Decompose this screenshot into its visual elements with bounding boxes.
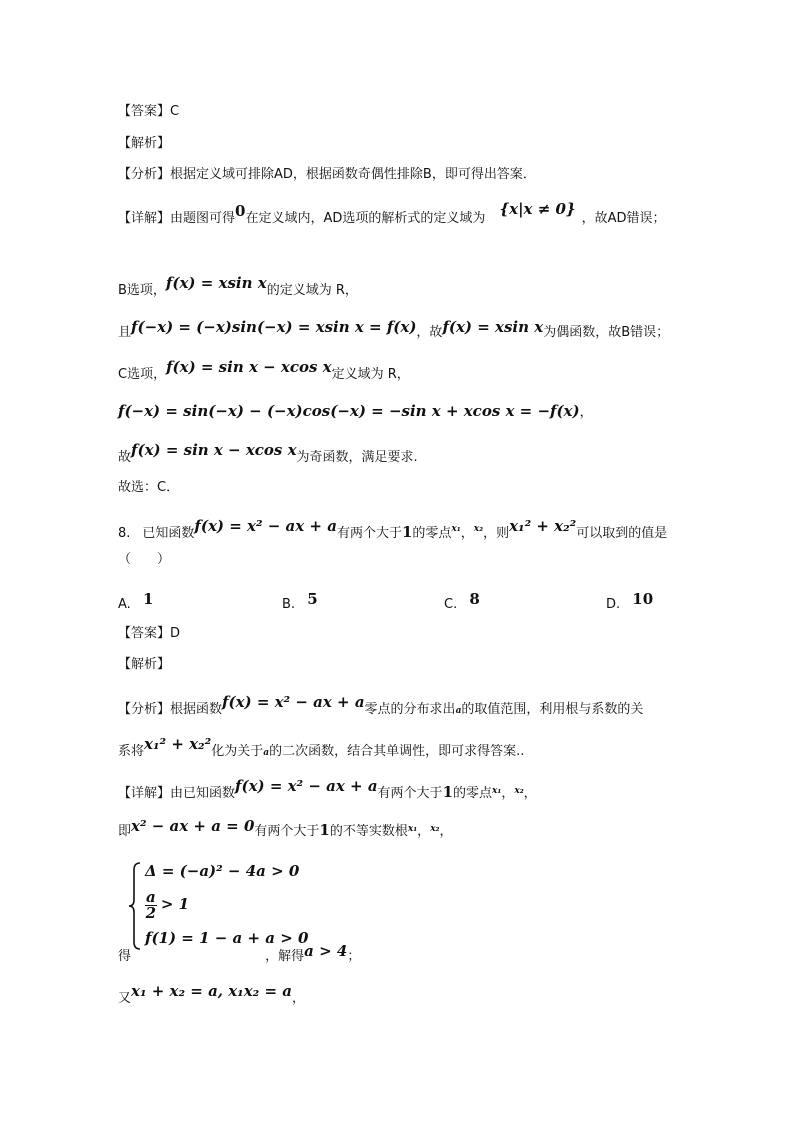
equation-line-8 bbox=[118, 817, 453, 842]
detail8-comma: ， bbox=[501, 786, 515, 801]
fenxi-suffix: 的取值范围，利用根与系数的关 bbox=[461, 702, 644, 717]
analysis-line-8b bbox=[118, 735, 525, 762]
c-prefix: C选项， bbox=[118, 367, 167, 382]
math-eq-one: 1 bbox=[319, 821, 330, 839]
option-b-value: 5 bbox=[307, 590, 318, 608]
vieta-suffix: ， bbox=[292, 991, 306, 1006]
math-detail8-one: 1 bbox=[442, 783, 453, 801]
system-row-1: Δ = (−a)² − 4a > 0 bbox=[145, 862, 300, 880]
option-a bbox=[118, 590, 154, 612]
math-x2: x₂ bbox=[473, 524, 484, 534]
stem-comma: ， bbox=[460, 526, 474, 541]
system-row-2-rest: > 1 bbox=[160, 895, 190, 913]
fenxi2-mid: 化为关于 bbox=[211, 744, 264, 759]
system-brace bbox=[128, 862, 142, 950]
stem-mid2: 的零点 bbox=[412, 526, 452, 541]
math-c3-formula: f(x) = sin x − xcos x bbox=[131, 441, 297, 459]
math-eq-x1: x₁ bbox=[407, 824, 418, 834]
detail-line-8 bbox=[118, 777, 537, 804]
b-prefix: B选项， bbox=[118, 283, 166, 298]
option-c-value: 8 bbox=[469, 590, 480, 608]
option-b-parity-line bbox=[118, 318, 670, 342]
sys-mid: ，解得 bbox=[265, 949, 305, 964]
math-c-formula: f(x) = sin x − xcos x bbox=[166, 358, 332, 376]
question-8-stem bbox=[118, 517, 668, 544]
math-domain-set: {x|x ≠ 0} bbox=[499, 200, 576, 218]
math-sys-result: a > 4 bbox=[304, 942, 348, 960]
detail8-mid2: 的零点 bbox=[453, 786, 493, 801]
stem-prefix: 已知函数 bbox=[142, 526, 195, 541]
stem-suffix: 可以取到的值是 bbox=[576, 526, 668, 541]
option-c-label: C. bbox=[444, 597, 458, 612]
b2-suffix: 为偶函数，故B错误； bbox=[543, 325, 670, 340]
eq-suffix: ， bbox=[439, 824, 453, 839]
analysis-heading: 【解析】 bbox=[118, 136, 171, 151]
option-b-label: B. bbox=[282, 597, 296, 612]
fenxi-mid: 零点的分布求出 bbox=[364, 702, 456, 717]
c-suffix: 定义域为 R， bbox=[331, 367, 410, 382]
detail-prefix: 【详解】由题图可得 bbox=[118, 211, 236, 226]
math-c2-formula: f(−x) = sin(−x) − (−x)cos(−x) = −sin x + xcos x = −f(x) bbox=[118, 402, 580, 420]
analysis-heading-8: 【解析】 bbox=[118, 657, 171, 672]
math-zero: 0 bbox=[235, 202, 246, 220]
option-a-label: A. bbox=[118, 597, 131, 612]
math-stem-expr: x₁² + x₂² bbox=[509, 517, 577, 535]
detail8-suffix: ， bbox=[523, 786, 537, 801]
math-stem-one: 1 bbox=[401, 523, 413, 541]
c3-prefix: 故 bbox=[118, 450, 132, 465]
b2-prefix: 且 bbox=[118, 325, 132, 340]
option-a-value: 1 bbox=[142, 590, 154, 608]
option-b-line bbox=[118, 274, 358, 300]
math-fenxi-formula: f(x) = x² − ax + a bbox=[222, 693, 365, 711]
detail-suffix: ，故AD错误； bbox=[581, 211, 666, 226]
eq-comma: ， bbox=[417, 824, 431, 839]
analysis-line-8 bbox=[118, 693, 644, 720]
math-detail8-x2: x₂ bbox=[514, 786, 524, 796]
vieta-prefix: 又 bbox=[118, 991, 132, 1006]
fenxi2-prefix: 系将 bbox=[118, 744, 145, 759]
answer-line: 【答案】C bbox=[118, 104, 180, 119]
detail8-mid: 有两个大于 bbox=[377, 786, 443, 801]
option-b bbox=[282, 590, 318, 612]
vieta-line bbox=[118, 982, 306, 1008]
system-row-2 bbox=[145, 890, 189, 921]
option-d-label: D. bbox=[606, 597, 621, 612]
math-eq-x2: x₂ bbox=[430, 824, 440, 834]
option-c-conclusion-line bbox=[118, 441, 418, 467]
answer-line-8: 【答案】D bbox=[118, 626, 181, 641]
eq-mid: 有两个大于 bbox=[254, 824, 320, 839]
math-b2-formula: f(−x) = (−x)sin(−x) = xsin x = f(x) bbox=[131, 318, 417, 336]
detail-line bbox=[118, 200, 666, 228]
question-number: 8. bbox=[118, 526, 131, 541]
fenxi-prefix: 【分析】根据函数 bbox=[118, 702, 223, 717]
math-fenxi2-expr: x₁² + x₂² bbox=[144, 735, 212, 753]
math-detail8-formula: f(x) = x² − ax + a bbox=[235, 777, 378, 795]
b2-mid: ，故 bbox=[416, 325, 443, 340]
eq-mid2: 的不等实数根 bbox=[329, 824, 408, 839]
detail8-prefix: 【详解】由已知函数 bbox=[118, 786, 236, 801]
stem-mid3: ，则 bbox=[483, 526, 510, 541]
system-row-3: f(1) = 1 − a + a > 0 bbox=[145, 929, 309, 947]
stem-mid: 有两个大于 bbox=[336, 526, 402, 541]
option-c-parity-line bbox=[118, 402, 593, 422]
option-c bbox=[444, 590, 480, 612]
c3-suffix: 为奇函数，满足要求. bbox=[296, 450, 418, 465]
math-eq-formula: x² − ax + a = 0 bbox=[131, 817, 255, 835]
math-fenxi-a: a bbox=[455, 706, 462, 716]
option-d bbox=[606, 590, 654, 612]
fenxi2-suffix: 的二次函数，结合其单调性，即可求得答案.. bbox=[269, 744, 525, 759]
fraction-numerator: a bbox=[146, 888, 156, 906]
math-fenxi2-a: a bbox=[263, 748, 270, 758]
math-b-formula: f(x) = xsin x bbox=[165, 274, 267, 292]
math-fraction bbox=[145, 890, 157, 921]
math-stem-formula: f(x) = x² − ax + a bbox=[194, 517, 337, 535]
analysis-line: 【分析】根据定义域可排除AD，根据函数奇偶性排除B，即可得出答案． bbox=[118, 167, 536, 182]
math-x1: x₁ bbox=[451, 524, 461, 534]
detail-mid: 在定义域内，AD选项的解析式的定义域为 bbox=[245, 211, 486, 226]
math-vieta-formula: x₁ + x₂ = a, x₁x₂ = a bbox=[131, 982, 292, 1000]
math-b2-formula2: f(x) = xsin x bbox=[442, 318, 544, 336]
option-d-value: 10 bbox=[632, 590, 654, 608]
b-suffix: 的定义域为 R， bbox=[266, 283, 358, 298]
choice-line: 故选：C． bbox=[118, 480, 180, 495]
option-c-line bbox=[118, 358, 410, 384]
question-8-paren: （ ） bbox=[118, 552, 171, 567]
system-result-line bbox=[118, 942, 361, 966]
fraction-denominator: 2 bbox=[145, 904, 157, 922]
eq-prefix: 即 bbox=[118, 824, 132, 839]
sys-prefix: 得 bbox=[118, 949, 132, 964]
c2-suffix: ， bbox=[579, 405, 593, 420]
sys-suffix: ； bbox=[347, 949, 361, 964]
math-detail8-x1: x₁ bbox=[492, 786, 502, 796]
